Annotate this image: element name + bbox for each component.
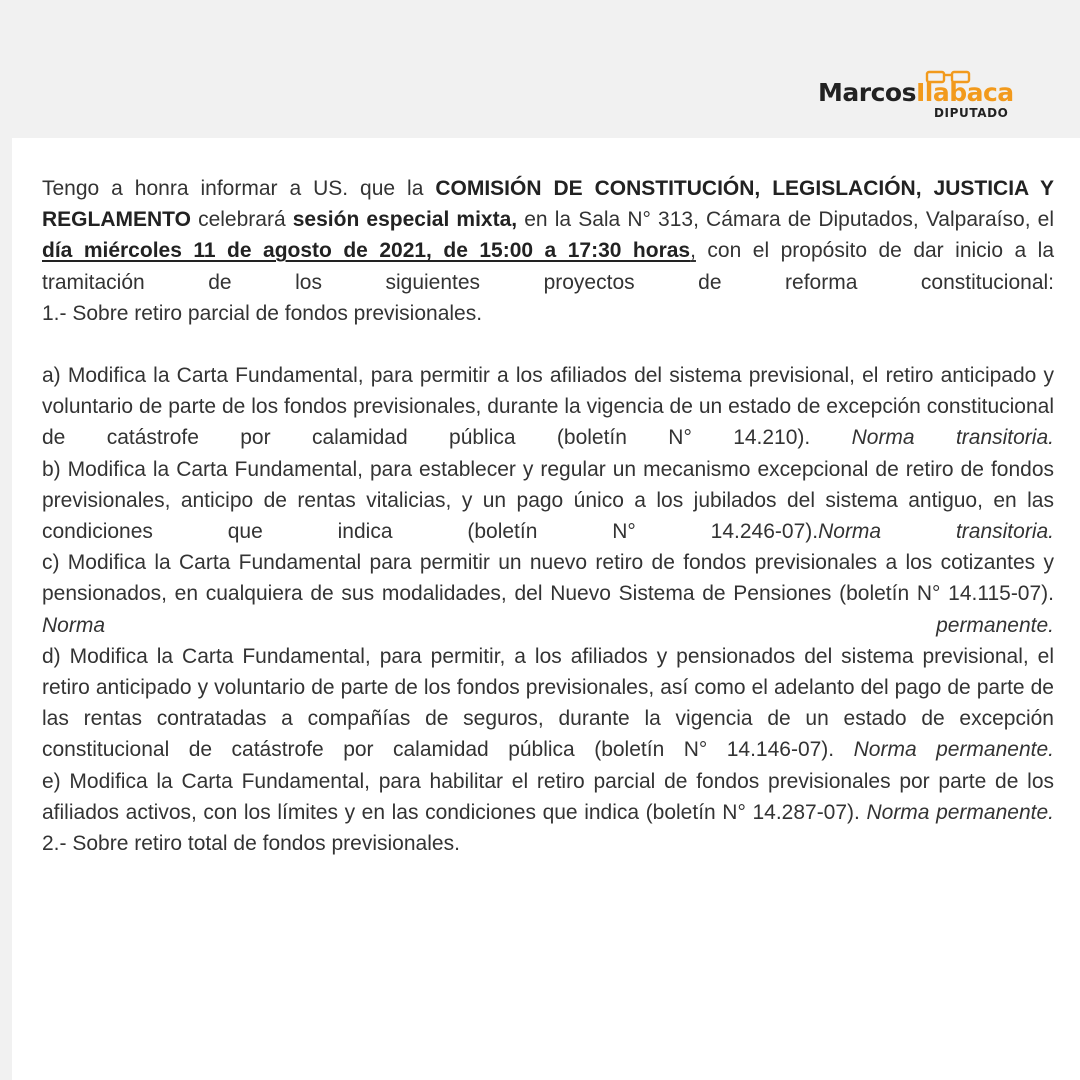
item-note: Norma permanente.: [853, 738, 1054, 762]
intro-text: con el propósito de dar inicio a la tramitación de los siguientes proyectos de reforma constitucional:: [42, 239, 1054, 294]
deputy-logo: [818, 70, 1038, 120]
list-item-a: [42, 360, 1054, 454]
item-text: d) Modifica la Carta Fundamental, para permitir, a los afiliados y pensionados del sistema previsional, el retiro anticipado y voluntario de parte de los fondos previsionales, así como el adelanto del pago de parte de las rentas contratadas a compañías de seguros, durante la vigencia de un estado de excepción constitucional de catástrofe por calamidad pública (boletín N° 14.146-07).: [42, 644, 1054, 762]
list-item-b: [42, 454, 1054, 548]
intro-text: celebrará: [190, 208, 293, 232]
list-item-c: [42, 547, 1054, 641]
document-sheet: [12, 138, 1080, 1080]
session-type: sesión especial mixta,: [292, 208, 518, 232]
item-text: e) Modifica la Carta Fundamental, para habilitar el retiro parcial de fondos previsionales por parte de los afiliados activos, con los límites y en las condiciones que indica (boletín N° 14.287-07).: [42, 769, 1054, 824]
item-text: a) Modifica la Carta Fundamental, para permitir a los afiliados del sistema previsional, el retiro anticipado y voluntario de parte de los fondos previsionales, durante la vigencia de un estado de excepción constitucional de catástrofe por calamidad pública (boletín N° 14.210).: [42, 364, 1054, 450]
intro-punct: ,: [690, 239, 696, 263]
document-body: [42, 173, 1054, 859]
item-note: Norma permanente.: [866, 800, 1054, 824]
committee-name: COMISIÓN DE CONSTITUCIÓN, LEGISLACIÓN, JUSTICIA Y REGLAMENTO: [42, 177, 1054, 232]
session-date-time: día miércoles 11 de agosto de 2021, de 15:00 a 17:30 horas: [42, 239, 691, 263]
intro-text: Tengo a honra informar a US. que la: [42, 177, 436, 200]
logo-first-name: Marcos: [818, 78, 916, 107]
intro-paragraph: [42, 173, 1054, 298]
intro-text: en la Sala N° 313, Cámara de Diputados, Valparaíso, el: [517, 208, 1054, 232]
item-text: b) Modifica la Carta Fundamental, para establecer y regular un mecanismo excepcional de retiro de fondos previsionales, anticipo de rentas vitalicias, y un pago único a los jubilados del sistema antiguo, en las condiciones que indica (boletín N° 14.246-07).: [42, 457, 1054, 544]
logo-last-name: Ilabaca: [915, 78, 1014, 107]
item-note: Norma transitoria.: [851, 426, 1054, 450]
item-note: Norma permanente.: [42, 613, 1054, 637]
section-heading-1: 1.- Sobre retiro parcial de fondos previsionales.: [42, 301, 483, 325]
section-heading-2: 2.- Sobre retiro total de fondos previsionales.: [42, 832, 460, 856]
item-note: Norma transitoria.: [818, 520, 1054, 544]
logo-name: [818, 78, 1014, 108]
item-text: c) Modifica la Carta Fundamental para permitir un nuevo retiro de fondos previsionales a los cotizantes y pensionados, en cualquiera de sus modalidades, del Nuevo Sistema de Pensiones (boletín N° 14.115-07).: [42, 551, 1054, 606]
list-item-e: [42, 766, 1054, 828]
list-item-d: [42, 641, 1054, 766]
logo-role: DIPUTADO: [934, 106, 1009, 120]
